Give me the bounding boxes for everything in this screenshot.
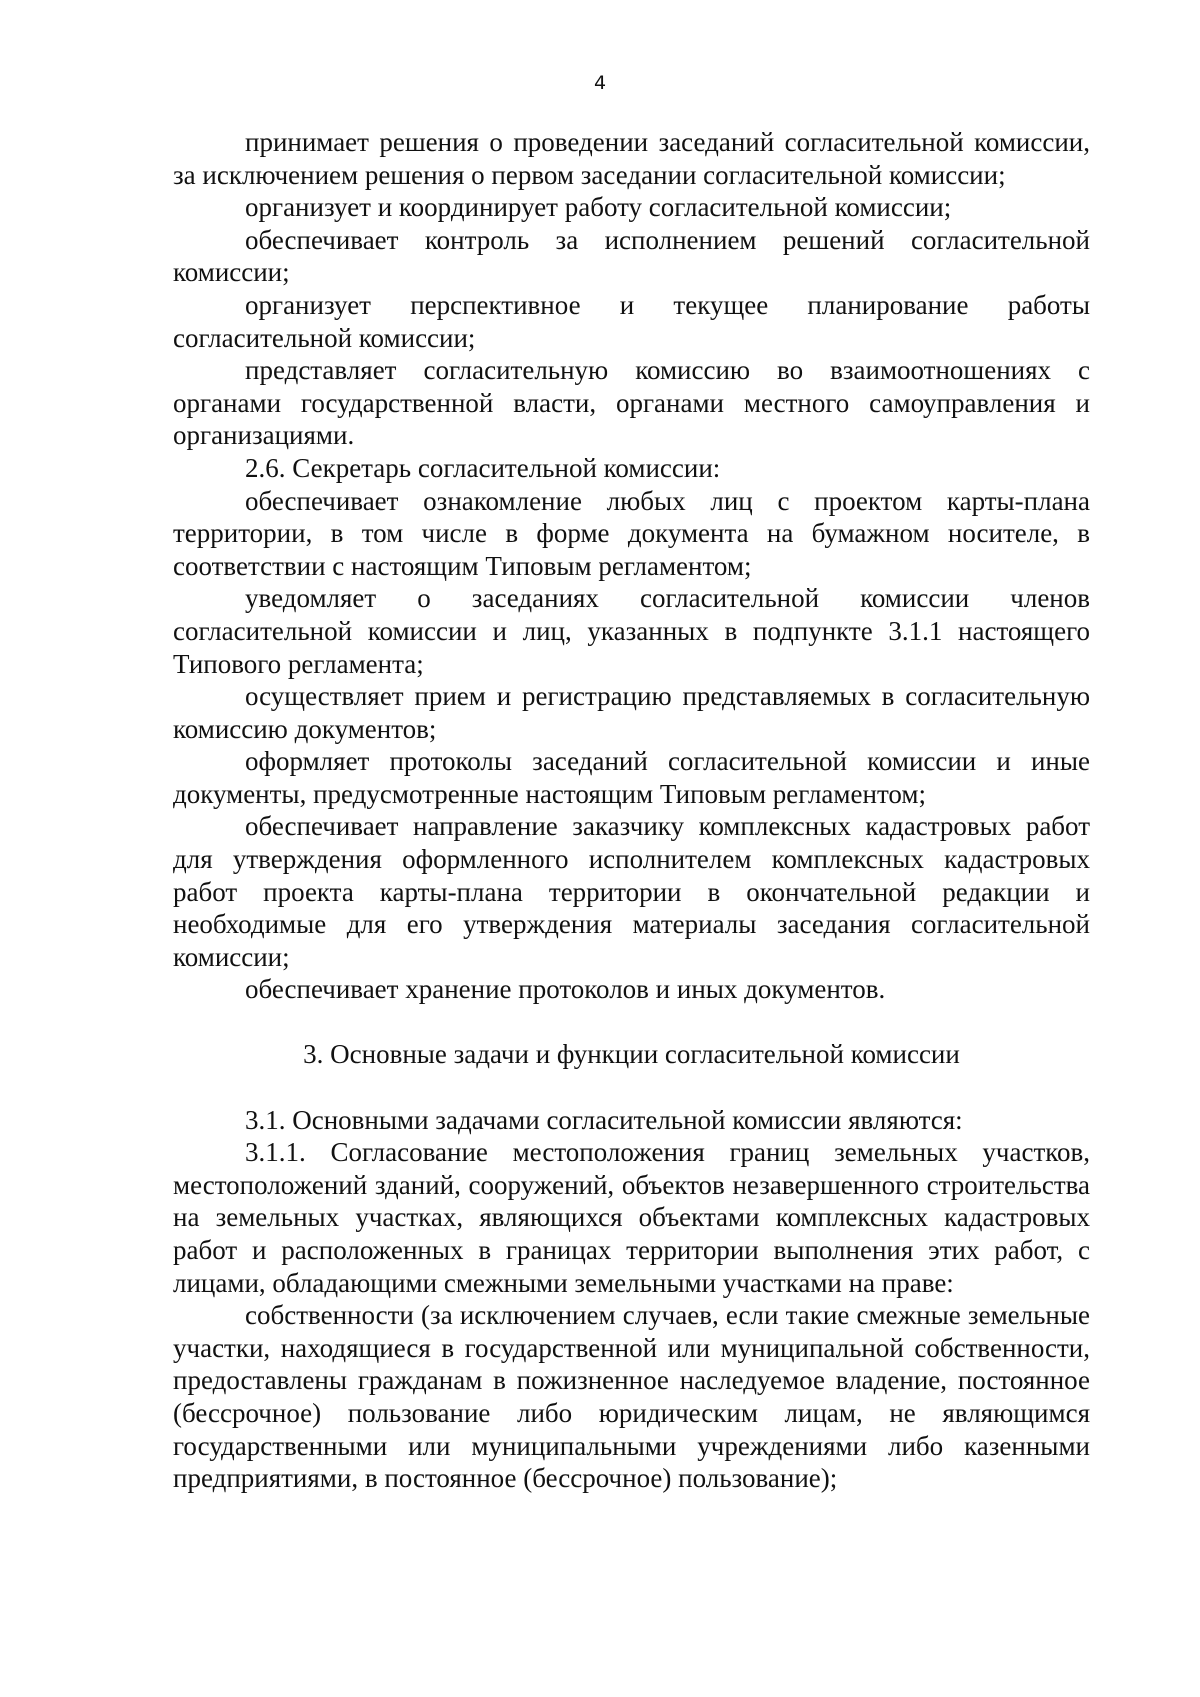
paragraph: собственности (за исключением случаев, если такие смежные земельные участки, находящиеся в государственной или муниципальной собственности, предоставлены гражданам в пожизненное наследуемое владение, постоянное (бессрочное) пользование либо юридическим лицам, не являющимся государственными или муниципальными учреждениями либо казенными предприятиями, в постоянное (бессрочное) пользование);	[173, 1300, 1090, 1494]
document-body	[173, 126, 1090, 1495]
paragraph: осуществляет прием и регистрацию представляемых в согласительную комиссию документов;	[173, 681, 1090, 744]
paragraph: организует и координирует работу согласительной комиссии;	[245, 192, 952, 223]
paragraph: представляет согласительную комиссию во взаимоотношениях с органами государственной власти, органами местного самоуправления и организациями.	[173, 355, 1090, 451]
page-number: 4	[593, 72, 607, 94]
clause-heading: 3.1. Основными задачами согласительной комиссии являются:	[245, 1104, 963, 1135]
section-heading: 3. Основные задачи и функции согласительной комиссии	[303, 1039, 960, 1070]
paragraph: обеспечивает ознакомление любых лиц с проектом карты-плана территории, в том числе в форме документа на бумажном носителе, в соответствии с настоящим Типовым регламентом;	[173, 485, 1090, 581]
paragraph: организует перспективное и текущее планирование работы согласительной комиссии;	[173, 289, 1090, 353]
clause-heading: 2.6. Секретарь согласительной комиссии:	[245, 452, 721, 483]
paragraph: обеспечивает контроль за исполнением решений согласительной комиссии;	[173, 224, 1090, 288]
paragraph: 3.1.1. Согласование местоположения границ земельных участков, местоположений зданий, сооружений, объектов незавершенного строительства на земельных участках, являющихся объектами комплексных кадастровых работ и расположенных в границах территории выполнения этих работ, с лицами, обладающими смежными земельными участками на праве:	[173, 1137, 1090, 1298]
paragraph: оформляет протоколы заседаний согласительной комиссии и иные документы, предусмотренные настоящим Типовым регламентом;	[173, 746, 1090, 809]
paragraph: обеспечивает хранение протоколов и иных документов.	[245, 974, 886, 1005]
paragraph: уведомляет о заседаниях согласительной комиссии членов согласительной комиссии и лиц, указанных в подпункте 3.1.1 настоящего Типового регламента;	[173, 583, 1090, 679]
paragraph: обеспечивает направление заказчику комплексных кадастровых работ для утверждения оформленного исполнителем комплексных кадастровых работ проекта карты-плана территории в окончательной редакции и необходимые для его утверждения материалы заседания согласительной комиссии;	[173, 811, 1090, 972]
paragraph: принимает решения о проведении заседаний согласительной комиссии, за исключением решения о первом заседании согласительной комиссии;	[173, 127, 1090, 190]
